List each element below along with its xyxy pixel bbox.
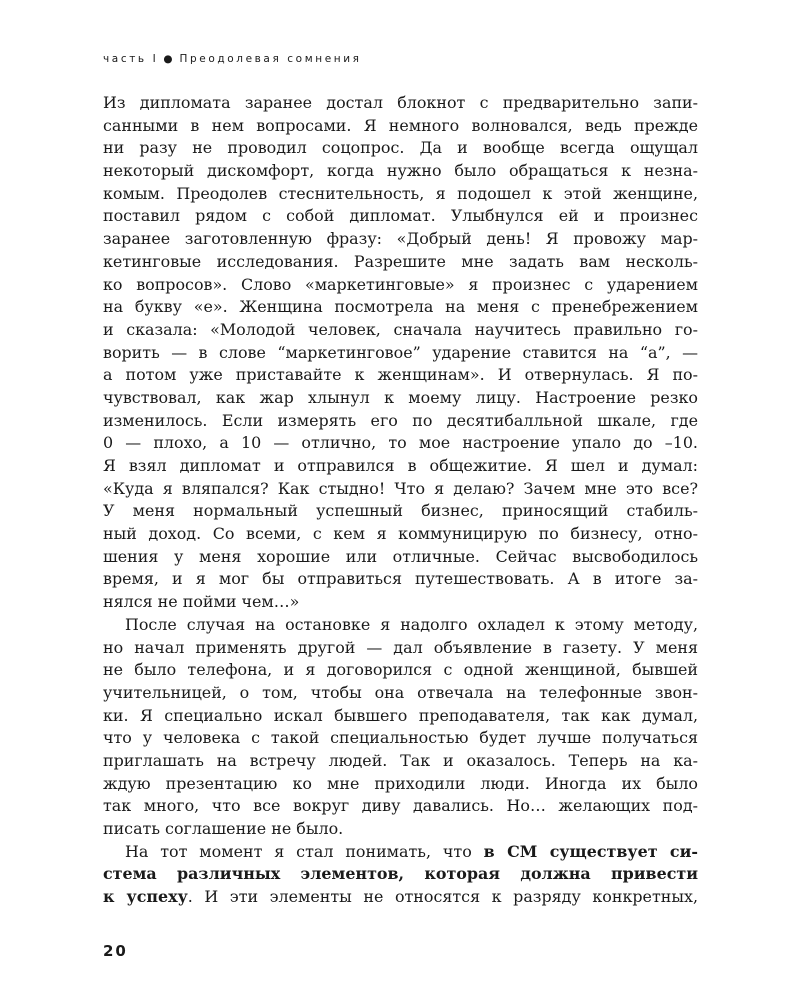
- text-line: некоторый дискомфорт, когда нужно было обращаться к незна-: [103, 161, 698, 181]
- text-line: заранее заготовленную фразу: «Добрый день! Я провожу мар-: [103, 229, 698, 249]
- text-line: время, и я мог бы отправиться путешествовать. А в итоге за-: [103, 569, 698, 589]
- text-line: а потом уже приставайте к женщинам». И отвернулась. Я по-: [103, 365, 698, 385]
- text-line: но начал применять другой — дал объявление в газету. У меня: [103, 637, 698, 657]
- text-line: изменилось. Если измерять его по десятибалльной шкале, где: [103, 410, 698, 430]
- text-line: Из дипломата заранее достал блокнот с предварительно запи-: [103, 93, 698, 112]
- text-line: на букву «е». Женщина посмотрела на меня с пренебрежением: [103, 297, 698, 317]
- text-line: и сказала: «Молодой человек, сначала научитесь правильно го-: [103, 319, 698, 339]
- body-text: [103, 92, 698, 909]
- bold-text-run: к успеху: [103, 887, 188, 907]
- text-line: не было телефона, и я договорился с одной женщиной, бывшей: [103, 660, 698, 680]
- text-line: [103, 841, 698, 864]
- text-line: [103, 886, 698, 909]
- running-head: [103, 53, 362, 65]
- text-run: . И эти элементы не относятся к разряду конкретных,: [187, 887, 698, 907]
- text-line: ки. Я специально искал бывшего преподавателя, так как думал,: [103, 705, 698, 725]
- text-line: ждую презентацию ко мне приходили люди. Иногда их было: [103, 773, 698, 793]
- text-line: 0 — плохо, а 10 — отлично, то мое настроение упало до –10.: [103, 433, 698, 453]
- text-line: поставил рядом с собой дипломат. Улыбнулся ей и произнес: [103, 206, 698, 226]
- text-line: Я взял дипломат и отправился в общежитие. Я шел и думал:: [103, 456, 698, 475]
- text-line: кетинговые исследования. Разрешите мне задать вам несколь-: [103, 251, 698, 271]
- text-line: нялся не пойми чем…»: [103, 592, 300, 612]
- text-line: шения у меня хорошие или отличные. Сейчас высвободилось: [103, 546, 698, 566]
- text-line: учительницей, о том, чтобы она отвечала на телефонные звон-: [103, 682, 698, 702]
- text-line: комым. Преодолев стеснительность, я подошел к этой женщине,: [103, 183, 698, 203]
- bold-text-run: в СМ существует си-: [483, 841, 698, 861]
- text-line: писать соглашение не было.: [103, 819, 344, 838]
- running-head-part: часть I: [103, 53, 159, 65]
- text-run: На тот момент я стал понимать, что: [125, 841, 484, 861]
- text-line: чувствовал, как жар хлынул к моему лицу. Настроение резко: [103, 387, 698, 407]
- text-line: «Куда я вляпался? Как стыдно! Что я делаю? Зачем мне это все?: [103, 478, 698, 498]
- text-line: так много, что все вокруг диву давались. Но… желающих под-: [103, 796, 698, 816]
- text-line: ворить — в слове “маркетинговое” ударение ставится на “а”, —: [103, 342, 698, 362]
- running-head-bullet: ●: [163, 53, 173, 65]
- text-line: санными в нем вопросами. Я немного волновался, ведь прежде: [103, 115, 698, 135]
- text-line: [103, 863, 698, 886]
- bold-text-run: стема различных элементов, которая должна привести: [103, 864, 698, 884]
- text-line: У меня нормальный успешный бизнес, приносящий стабиль-: [103, 501, 698, 521]
- text-line: ни разу не проводил соцопрос. Да и вообще всегда ощущал: [103, 138, 698, 158]
- text-line: приглашать на встречу людей. Так и оказалось. Теперь на ка-: [103, 750, 698, 770]
- text-line: ко вопросов». Слово «маркетинговые» я произнес с ударением: [103, 274, 698, 294]
- page-number: 20: [103, 942, 128, 960]
- text-line: ный доход. Со всеми, с кем я коммуницирую по бизнесу, отно-: [103, 524, 698, 544]
- text-line: что у человека с такой специальностью будет лучше получаться: [103, 728, 698, 748]
- text-line: После случая на остановке я надолго охладел к этому методу,: [125, 614, 698, 634]
- running-head-chapter: Преодолевая сомнения: [179, 53, 362, 65]
